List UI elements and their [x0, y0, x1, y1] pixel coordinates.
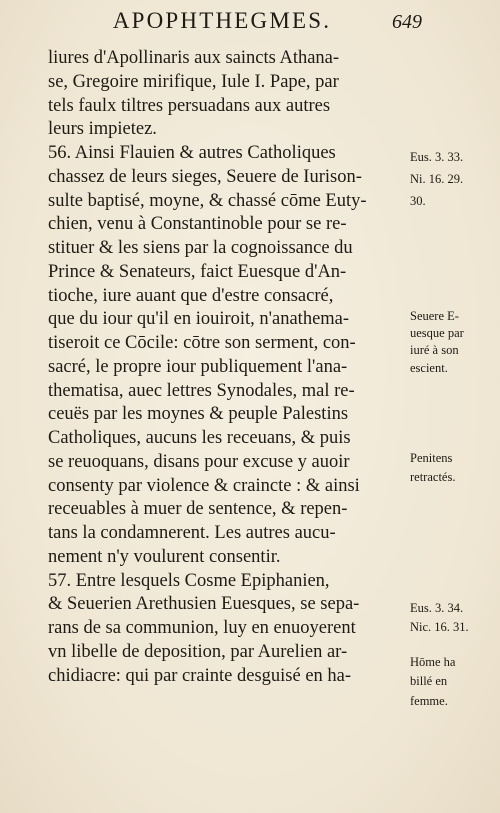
text-line: consenty par violence & craincte : & ainsi	[48, 475, 360, 496]
body-text	[48, 47, 410, 688]
text-line: 56. Ainsi Flauien & autres Catholiques	[48, 143, 336, 163]
margin-note: Eus. 3. 34.	[410, 601, 464, 615]
margin-note: Ni. 16. 29.	[410, 172, 464, 186]
text-line: tiseroit ce Cōcile: cōtre son serment, con-	[48, 333, 356, 353]
margin-note: Seuere E-	[410, 309, 459, 323]
margin-note: escient.	[410, 361, 448, 375]
text-line: liures d'Apollinaris aux saincts Athana-	[48, 48, 340, 68]
margin-note: billé en	[410, 674, 448, 688]
text-line: vn libelle de deposition, par Aurelien ar-	[48, 641, 348, 662]
text-line: leurs impietez.	[48, 119, 157, 140]
text-line: & Seuerien Arethusien Euesques, se sepa-	[48, 594, 360, 615]
text-line: que du iour qu'il en iouiroit, n'anathema-	[48, 309, 350, 330]
running-title: APOPHTHEGMES.	[112, 8, 332, 33]
margin-note: uesque par	[410, 326, 464, 340]
text-line: sulte baptisé, moyne, & chassé cōme Euty-	[48, 190, 367, 211]
margin-note: 30.	[410, 194, 426, 208]
text-line: stituer & les siens par la cognoissance du	[48, 238, 353, 258]
text-line: ceuës par les moynes & peuple Palestins	[48, 404, 349, 425]
text-line: tels faulx tiltres persuadans aux autres	[48, 95, 331, 116]
text-line: se, Gregoire mirifique, Iule I. Pape, par	[48, 71, 339, 92]
margin-note: retractés.	[410, 470, 456, 484]
margin-note: Hōme ha	[410, 655, 456, 669]
margin-note: Eus. 3. 33.	[410, 150, 464, 164]
text-line: se reuoquans, disans pour excuse y auoir	[48, 451, 350, 472]
text-line: Prince & Senateurs, faict Euesque d'An-	[48, 261, 347, 282]
text-line: sacré, le propre iour publiquement l'ana-	[48, 356, 348, 377]
text-line: chien, venu à Constantinoble pour se re-	[48, 214, 347, 235]
margin-note: femme.	[410, 694, 448, 708]
text-line: thematisa, auec lettres Synodales, mal re-	[48, 380, 355, 401]
text-line: rans de sa communion, luy en enuoyerent	[48, 618, 356, 638]
text-line: chidiacre: qui par crainte desguisé en ha-	[48, 665, 352, 686]
margin-note: Nic. 16. 31.	[410, 620, 469, 634]
text-line: tans la condamnerent. Les autres aucu-	[48, 523, 336, 543]
text-line: nement n'y voulurent consentir.	[48, 546, 281, 567]
margin-note: iuré à son	[410, 343, 459, 357]
text-line: Catholiques, aucuns les receuans, & puis	[48, 428, 351, 448]
text-line: tioche, iure auant que d'estre consacré,	[48, 285, 334, 306]
page-number: 649	[392, 11, 422, 33]
text-line: chassez de leurs sieges, Seuere de Iurison-	[48, 166, 362, 187]
text-line: 57. Entre lesquels Cosme Epiphanien,	[48, 570, 330, 591]
text-line: receuables à muer de sentence, & repen-	[48, 499, 348, 520]
margin-note: Penitens	[410, 451, 453, 465]
